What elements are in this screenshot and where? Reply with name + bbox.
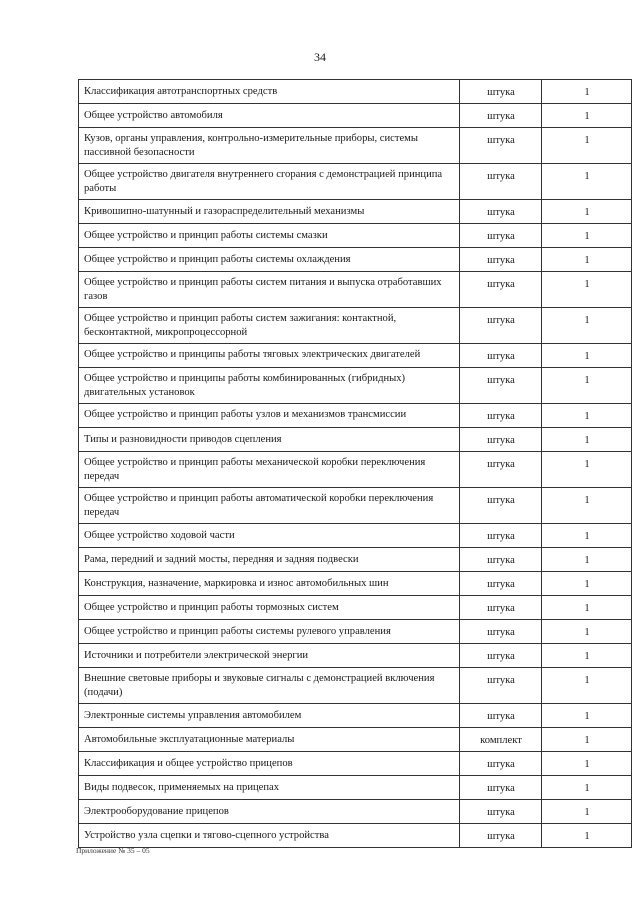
unit-cell: штука — [460, 80, 542, 104]
item-name-cell: Общее устройство и принцип работы системы смазки — [79, 224, 460, 248]
item-name-cell: Общее устройство и принцип работы систем зажигания: контактной, бесконтактной, микропроцессорной — [79, 308, 460, 344]
table-row — [79, 248, 632, 272]
quantity-cell: 1 — [542, 452, 632, 488]
table-row — [79, 164, 632, 200]
unit-cell: штука — [460, 344, 542, 368]
unit-cell: штука — [460, 596, 542, 620]
item-name-cell: Общее устройство и принцип работы систем питания и выпуска отработавших газов — [79, 272, 460, 308]
quantity-cell: 1 — [542, 404, 632, 428]
item-name-cell: Общее устройство и принцип работы узлов и механизмов трансмиссии — [79, 404, 460, 428]
table-row — [79, 104, 632, 128]
unit-cell: штука — [460, 548, 542, 572]
item-name-cell: Общее устройство двигателя внутреннего сгорания с демонстрацией принципа работы — [79, 164, 460, 200]
unit-cell: штука — [460, 644, 542, 668]
quantity-cell: 1 — [542, 572, 632, 596]
quantity-cell: 1 — [542, 344, 632, 368]
item-name-cell: Общее устройство и принцип работы механической коробки переключения передач — [79, 452, 460, 488]
item-name-cell: Автомобильные эксплуатационные материалы — [79, 728, 460, 752]
table-row — [79, 428, 632, 452]
table-row — [79, 368, 632, 404]
table-row — [79, 452, 632, 488]
item-name-cell: Рама, передний и задний мосты, передняя и задняя подвески — [79, 548, 460, 572]
quantity-cell: 1 — [542, 428, 632, 452]
unit-cell: штука — [460, 488, 542, 524]
quantity-cell: 1 — [542, 824, 632, 848]
item-name-cell: Электронные системы управления автомобилем — [79, 704, 460, 728]
table-row — [79, 80, 632, 104]
item-name-cell: Общее устройство и принцип работы автоматической коробки переключения передач — [79, 488, 460, 524]
item-name-cell: Кривошипно-шатунный и газораспределительный механизмы — [79, 200, 460, 224]
unit-cell: штука — [460, 308, 542, 344]
unit-cell: штука — [460, 620, 542, 644]
quantity-cell: 1 — [542, 704, 632, 728]
item-name-cell: Электрооборудование прицепов — [79, 800, 460, 824]
unit-cell: штука — [460, 368, 542, 404]
quantity-cell: 1 — [542, 164, 632, 200]
unit-cell: штука — [460, 404, 542, 428]
item-name-cell: Классификация и общее устройство прицепов — [79, 752, 460, 776]
unit-cell: штука — [460, 800, 542, 824]
item-name-cell: Источники и потребители электрической энергии — [79, 644, 460, 668]
unit-cell: штука — [460, 572, 542, 596]
item-name-cell: Устройство узла сцепки и тягово-сцепного устройства — [79, 824, 460, 848]
unit-cell: штука — [460, 128, 542, 164]
unit-cell: штука — [460, 752, 542, 776]
item-name-cell: Конструкция, назначение, маркировка и износ автомобильных шин — [79, 572, 460, 596]
unit-cell: штука — [460, 104, 542, 128]
table-row — [79, 668, 632, 704]
unit-cell: штука — [460, 200, 542, 224]
equipment-table-body — [79, 80, 632, 848]
table-row — [79, 200, 632, 224]
quantity-cell: 1 — [542, 224, 632, 248]
item-name-cell: Кузов, органы управления, контрольно-измерительные приборы, системы пассивной безопасности — [79, 128, 460, 164]
table-row — [79, 344, 632, 368]
table-row — [79, 308, 632, 344]
quantity-cell: 1 — [542, 548, 632, 572]
unit-cell: штука — [460, 272, 542, 308]
unit-cell: штука — [460, 224, 542, 248]
item-name-cell: Внешние световые приборы и звуковые сигналы с демонстрацией включения (подачи) — [79, 668, 460, 704]
unit-cell: комплект — [460, 728, 542, 752]
unit-cell: штука — [460, 668, 542, 704]
unit-cell: штука — [460, 776, 542, 800]
quantity-cell: 1 — [542, 752, 632, 776]
item-name-cell: Общее устройство и принципы работы комбинированных (гибридных) двигательных установок — [79, 368, 460, 404]
item-name-cell: Классификация автотранспортных средств — [79, 80, 460, 104]
item-name-cell: Типы и разновидности приводов сцепления — [79, 428, 460, 452]
quantity-cell: 1 — [542, 200, 632, 224]
unit-cell: штука — [460, 164, 542, 200]
table-row — [79, 128, 632, 164]
item-name-cell: Общее устройство и принципы работы тяговых электрических двигателей — [79, 344, 460, 368]
quantity-cell: 1 — [542, 128, 632, 164]
quantity-cell: 1 — [542, 104, 632, 128]
table-row — [79, 644, 632, 668]
footer-note: Приложение № 35 – 05 — [76, 846, 150, 855]
quantity-cell: 1 — [542, 524, 632, 548]
table-row — [79, 752, 632, 776]
quantity-cell: 1 — [542, 488, 632, 524]
unit-cell: штука — [460, 524, 542, 548]
table-row — [79, 620, 632, 644]
table-row — [79, 800, 632, 824]
table-row — [79, 224, 632, 248]
quantity-cell: 1 — [542, 368, 632, 404]
quantity-cell: 1 — [542, 596, 632, 620]
table-row — [79, 488, 632, 524]
item-name-cell: Общее устройство ходовой части — [79, 524, 460, 548]
quantity-cell: 1 — [542, 272, 632, 308]
quantity-cell: 1 — [542, 80, 632, 104]
table-row — [79, 596, 632, 620]
quantity-cell: 1 — [542, 800, 632, 824]
table-row — [79, 272, 632, 308]
quantity-cell: 1 — [542, 728, 632, 752]
unit-cell: штука — [460, 248, 542, 272]
table-row — [79, 704, 632, 728]
table-row — [79, 728, 632, 752]
table-row — [79, 776, 632, 800]
unit-cell: штука — [460, 452, 542, 488]
table-row — [79, 524, 632, 548]
table-row — [79, 548, 632, 572]
table-row — [79, 572, 632, 596]
item-name-cell: Виды подвесок, применяемых на прицепах — [79, 776, 460, 800]
quantity-cell: 1 — [542, 248, 632, 272]
item-name-cell: Общее устройство автомобиля — [79, 104, 460, 128]
table-row — [79, 824, 632, 848]
unit-cell: штука — [460, 824, 542, 848]
item-name-cell: Общее устройство и принцип работы системы охлаждения — [79, 248, 460, 272]
unit-cell: штука — [460, 704, 542, 728]
quantity-cell: 1 — [542, 776, 632, 800]
unit-cell: штука — [460, 428, 542, 452]
quantity-cell: 1 — [542, 644, 632, 668]
page-number: 34 — [314, 50, 326, 64]
quantity-cell: 1 — [542, 668, 632, 704]
quantity-cell: 1 — [542, 308, 632, 344]
item-name-cell: Общее устройство и принцип работы системы рулевого управления — [79, 620, 460, 644]
equipment-table — [78, 79, 632, 848]
table-row — [79, 404, 632, 428]
quantity-cell: 1 — [542, 620, 632, 644]
item-name-cell: Общее устройство и принцип работы тормозных систем — [79, 596, 460, 620]
